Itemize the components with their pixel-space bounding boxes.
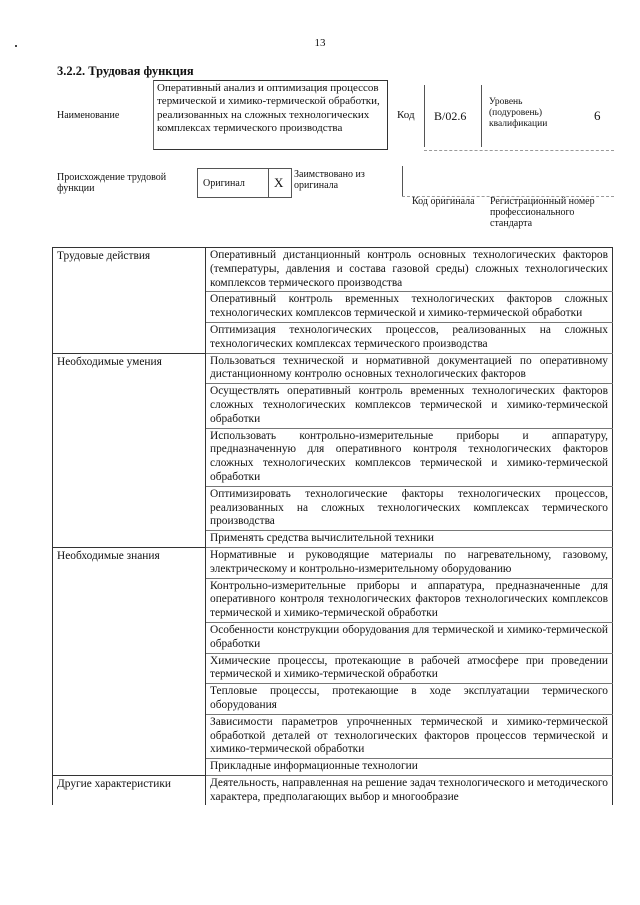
list-item: Зависимости параметров упрочненных термической и химико-термической обработкой деталей от технологических факторов процессов термической и химико-термической обработки bbox=[206, 714, 613, 758]
list-item: Оперативный дистанционный контроль основных технологических факторов (температуры, давления и состава газовой среды) сложных технологических комплексов термического производства bbox=[206, 248, 613, 292]
row-label-skills: Необходимые умения bbox=[53, 353, 206, 547]
function-details-table bbox=[52, 247, 613, 805]
list-item: Тепловые процессы, протекающие в ходе эксплуатации термического оборудования bbox=[206, 684, 613, 715]
row-label-labor-actions: Трудовые действия bbox=[53, 248, 206, 354]
list-item: Особенности конструкции оборудования для термической и химико-термической обработки bbox=[206, 622, 613, 653]
table-row bbox=[53, 775, 613, 805]
borrowed-label: Заимствовано из оригинала bbox=[294, 169, 365, 191]
reg-number-label: Регистрационный номер профессионального стандарта bbox=[490, 196, 595, 229]
list-item: Химические процессы, протекающие в рабочей атмосфере при проведении термической и химико-термической обработки bbox=[206, 653, 613, 684]
origin-label: Происхождение трудовой функции bbox=[57, 172, 167, 194]
original-mark: X bbox=[274, 175, 284, 190]
table-row bbox=[53, 248, 613, 292]
borrowed-divider bbox=[402, 166, 403, 196]
level-value: 6 bbox=[594, 108, 601, 123]
original-label: Оригинал bbox=[203, 178, 245, 189]
code-label: Код bbox=[397, 109, 415, 121]
code-value: B/02.6 bbox=[434, 109, 467, 123]
table-row bbox=[53, 547, 613, 578]
list-item: Использовать контрольно-измерительные приборы и аппаратуру, предназначенную для оперативного контроля технологических факторов сложных технологических комплексов термической и химико-термической обработки bbox=[206, 428, 613, 486]
list-item: Нормативные и руководящие материалы по нагревательному, газовому, электрическому и контрольно-измерительному оборудованию bbox=[206, 547, 613, 578]
code-divider bbox=[424, 85, 425, 147]
list-item: Оптимизировать технологические факторы технологических процессов, реализованных на сложных технологических комплексах термического производства bbox=[206, 486, 613, 530]
level-divider bbox=[481, 85, 482, 147]
section-title: 3.2.2. Трудовая функция bbox=[57, 64, 194, 78]
list-item: Оптимизация технологических процессов, реализованных на сложных технологических комплексах термического производства bbox=[206, 322, 613, 353]
level-label: Уровень (подуровень) квалификации bbox=[489, 97, 548, 129]
code-original-label: Код оригинала bbox=[412, 196, 475, 207]
row-label-other: Другие характеристики bbox=[53, 775, 206, 805]
list-item: Оперативный контроль временных технологических факторов сложных технологических комплексов термической и химико-термической обработки bbox=[206, 292, 613, 323]
original-divider bbox=[268, 168, 269, 197]
list-item: Контрольно-измерительные приборы и аппаратура, предназначенные для оперативного контроля технологических факторов технологических комплексов термической и химико-термической обработки bbox=[206, 578, 613, 622]
name-label: Наименование bbox=[57, 110, 120, 121]
list-item: Применять средства вычислительной техники bbox=[206, 531, 613, 548]
row-label-knowledge: Необходимые знания bbox=[53, 547, 206, 775]
list-item: Прикладные информационные технологии bbox=[206, 759, 613, 776]
function-name: Оперативный анализ и оптимизация процессов термической и химико-термической обработки, реализованных на сложных технологических комплексах термического производства bbox=[153, 80, 388, 150]
page-number: 13 bbox=[314, 37, 326, 49]
list-item: Деятельность, направленная на решение задач технологического и методического характера, предполагающих выбор и многообразие bbox=[206, 775, 613, 805]
list-item: Осуществлять оперативный контроль временных технологических факторов сложных технологических комплексов термической и химико-термической обработки bbox=[206, 384, 613, 428]
table-row bbox=[53, 353, 613, 384]
header-rule bbox=[424, 150, 614, 151]
list-item: Пользоваться технической и нормативной документацией по оперативному дистанционному контролю основных технологических факторов bbox=[206, 353, 613, 384]
